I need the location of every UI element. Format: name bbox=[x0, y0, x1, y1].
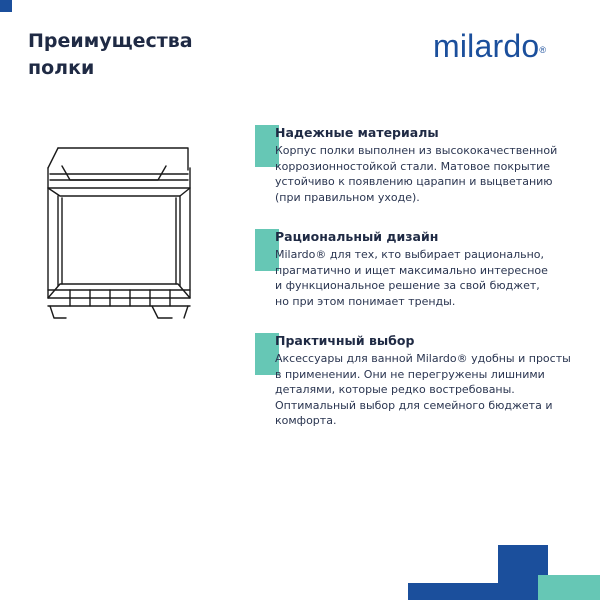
feature-title: Практичный выбор bbox=[275, 333, 415, 348]
feature-line: (при правильном уходе). bbox=[275, 190, 420, 204]
corner-bar-blue bbox=[408, 583, 538, 600]
feature-description bbox=[275, 143, 575, 205]
corner-decoration bbox=[0, 0, 12, 12]
feature-line: деталями, которые редко востребованы. bbox=[275, 383, 515, 396]
feature-line: устойчиво к появлению царапин и выцветанию bbox=[275, 175, 553, 188]
page-title-line2: полки bbox=[28, 57, 95, 79]
feature-line: комфорта. bbox=[275, 414, 337, 427]
feature-line: но при этом понимает тренды. bbox=[275, 294, 456, 308]
feature-line: в применении. Они не перегружены лишними bbox=[275, 367, 545, 381]
page-title bbox=[28, 28, 193, 82]
wire-shelf-image bbox=[40, 138, 200, 338]
feature-rational-design bbox=[255, 229, 575, 309]
feature-description bbox=[275, 247, 575, 309]
milardo-logo bbox=[433, 28, 546, 64]
feature-line: и функциональное решение за свой бюджет, bbox=[275, 279, 540, 292]
page-title-line1: Преимущества bbox=[28, 30, 193, 52]
feature-line: коррозионностойкой стали. Матовое покрытие bbox=[275, 159, 551, 173]
feature-line: Корпус полки выполнен из высококачественной bbox=[275, 144, 558, 157]
feature-title: Рациональный дизайн bbox=[275, 229, 439, 244]
logo-text: milardo bbox=[433, 28, 540, 64]
feature-line: Оптимальный выбор для семейного бюджета и bbox=[275, 398, 553, 412]
feature-line: прагматично и ищет максимально интересное bbox=[275, 263, 548, 277]
corner-block-teal bbox=[538, 575, 600, 600]
feature-line: Milardo® для тех, кто выбирает рационально, bbox=[275, 248, 545, 261]
feature-line: Аксессуары для ванной Milardo® удобны и просты bbox=[275, 352, 571, 365]
feature-practical-choice bbox=[255, 333, 575, 429]
feature-description bbox=[275, 351, 575, 429]
feature-title: Надежные материалы bbox=[275, 125, 439, 140]
logo-registered-mark: ® bbox=[539, 45, 547, 55]
feature-reliable-materials bbox=[255, 125, 575, 205]
